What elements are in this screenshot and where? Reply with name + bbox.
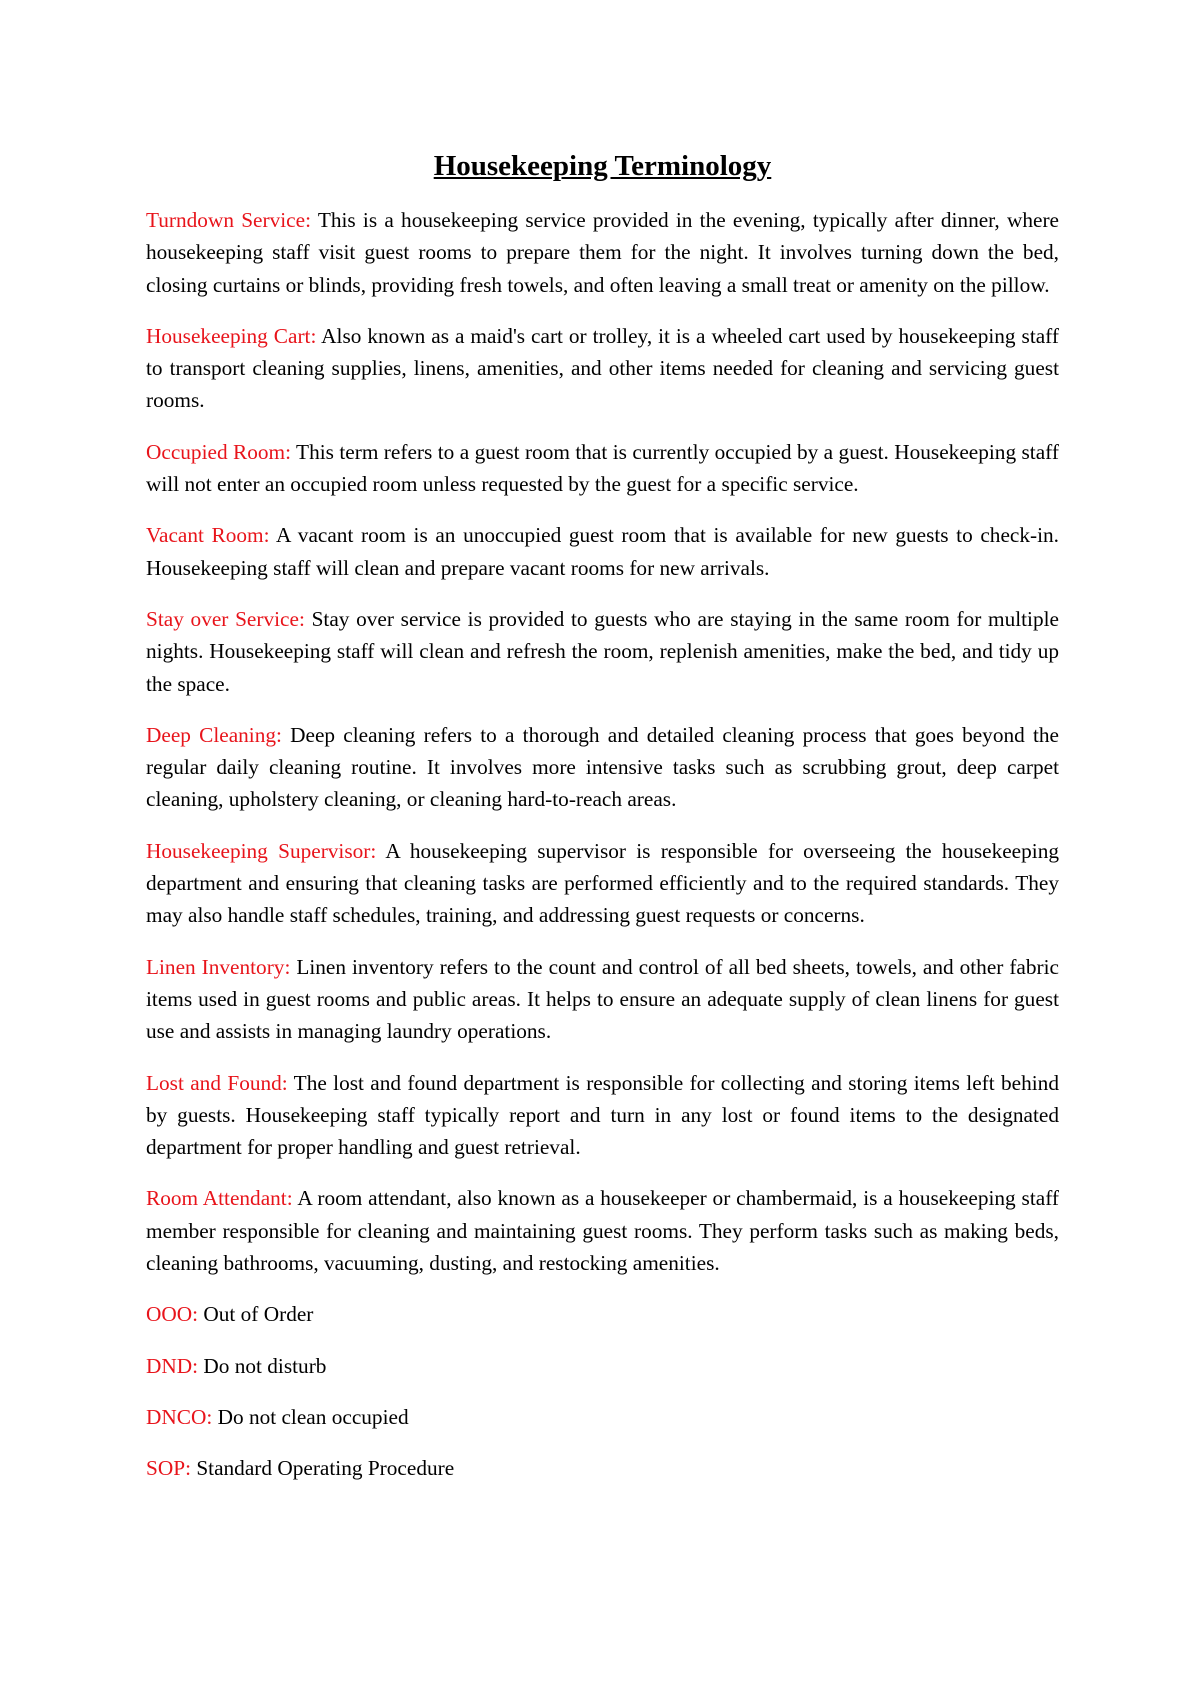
glossary-definition: This term refers to a guest room that is currently occupied by a guest. Housekeeping staff will not enter an occupied room unless requested by the guest for a specific service. (146, 439, 1059, 497)
glossary-entry (146, 1298, 1059, 1330)
glossary-term: Occupied Room: (146, 439, 292, 464)
glossary-term: SOP: (146, 1456, 191, 1481)
glossary-term: Housekeeping Cart: (146, 323, 317, 348)
glossary-entry (146, 603, 1059, 700)
glossary-term: Room Attendant: (146, 1186, 293, 1211)
glossary-definition: Out of Order (198, 1302, 314, 1327)
glossary-entry (146, 519, 1059, 584)
document-page (146, 148, 1059, 1504)
glossary-definition: A room attendant, also known as a housekeeper or chambermaid, is a housekeeping staff member responsible for cleaning and maintaining guest rooms. They perform tasks such as making beds, cleaning bathrooms, vacuuming, dusting, and restocking amenities. (146, 1186, 1059, 1276)
glossary-entry (146, 719, 1059, 816)
glossary-entry (146, 436, 1059, 501)
glossary-term: Linen Inventory: (146, 954, 291, 979)
glossary-definition: Also known as a maid's cart or trolley, it is a wheeled cart used by housekeeping staff to transport cleaning supplies, linens, amenities, and other items needed for cleaning and servicing guest rooms. (146, 323, 1059, 413)
glossary-term: DNCO: (146, 1404, 213, 1429)
glossary-entry (146, 835, 1059, 932)
glossary-term: Deep Cleaning: (146, 722, 282, 747)
glossary-entry (146, 1452, 1059, 1484)
document-title: Housekeeping Terminology (433, 150, 772, 182)
glossary-entry (146, 1350, 1059, 1382)
glossary-definition: Stay over service is provided to guests who are staying in the same room for multiple nights. Housekeeping staff will clean and refresh the room, replenish amenities, make the bed, and tidy up the space. (146, 606, 1059, 696)
glossary-entry (146, 951, 1059, 1048)
glossary-term: Housekeeping Supervisor: (146, 838, 377, 863)
glossary-entry (146, 320, 1059, 417)
glossary-term: OOO: (146, 1302, 199, 1327)
glossary-definition: Do not disturb (198, 1353, 327, 1378)
glossary-definition: The lost and found department is responsible for collecting and storing items left behind by guests. Housekeeping staff typically report and turn in any lost or found items to the designated department for proper handling and guest retrieval. (146, 1070, 1059, 1160)
glossary-term: Lost and Found: (146, 1070, 288, 1095)
glossary-term: DND: (146, 1353, 199, 1378)
glossary-definition: Standard Operating Procedure (191, 1456, 455, 1481)
glossary-definition: A housekeeping supervisor is responsible for overseeing the housekeeping department and ensuring that cleaning tasks are performed efficiently and to the required standards. They may also handle staff schedules, training, and addressing guest requests or concerns. (146, 838, 1059, 928)
glossary-definition: Deep cleaning refers to a thorough and detailed cleaning process that goes beyond the regular daily cleaning routine. It involves more intensive tasks such as scrubbing grout, deep carpet cleaning, upholstery cleaning, or cleaning hard-to-reach areas. (146, 722, 1059, 812)
glossary-term: Stay over Service: (146, 606, 305, 631)
glossary-entry (146, 1182, 1059, 1279)
glossary-entry (146, 1401, 1059, 1433)
glossary-entry (146, 204, 1059, 301)
glossary-definition: Linen inventory refers to the count and control of all bed sheets, towels, and other fabric items used in guest rooms and public areas. It helps to ensure an adequate supply of clean linens for guest use and assists in managing laundry operations. (146, 954, 1059, 1044)
glossary-definition: This is a housekeeping service provided in the evening, typically after dinner, where housekeeping staff visit guest rooms to prepare them for the night. It involves turning down the bed, closing curtains or blinds, providing fresh towels, and often leaving a small treat or amenity on the pillow. (146, 208, 1059, 297)
glossary-term: Vacant Room: (146, 523, 270, 548)
glossary-definition: Do not clean occupied (212, 1404, 409, 1429)
glossary-definition: A vacant room is an unoccupied guest room that is available for new guests to check-in. Housekeeping staff will clean and prepare vacant rooms for new arrivals. (146, 523, 1059, 580)
glossary-term: Turndown Service: (146, 208, 311, 232)
glossary-entry (146, 1067, 1059, 1164)
